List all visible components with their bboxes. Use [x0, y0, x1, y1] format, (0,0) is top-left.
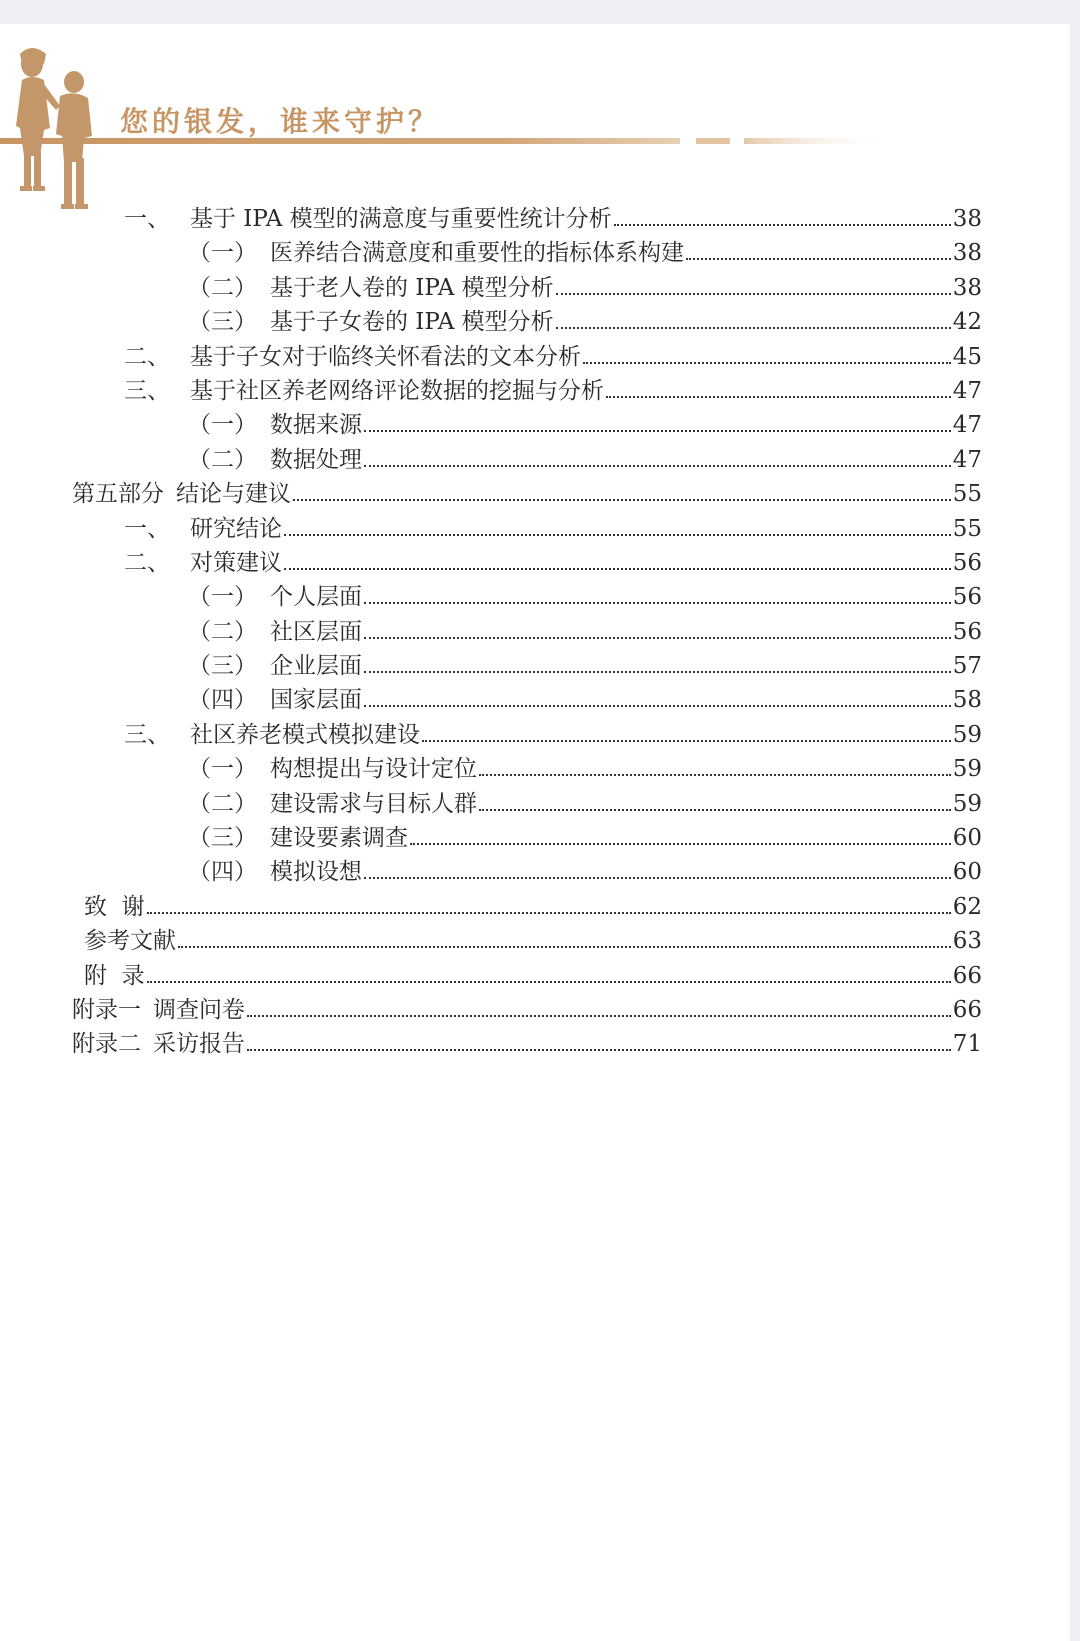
toc-entry-title: 采访报告 — [153, 1031, 245, 1058]
toc-entry-number: 第五部分 — [72, 481, 164, 508]
toc-entry-page: 38 — [952, 206, 982, 232]
toc-entry-page: 47 — [952, 446, 982, 473]
toc-entry-title: 致 谢 — [84, 893, 145, 920]
toc-entry[interactable] — [72, 338, 982, 372]
toc-entry-page: 47 — [952, 412, 982, 439]
toc-entry-page: 56 — [952, 549, 982, 576]
toc-entry-number: （四） — [188, 859, 257, 886]
toc-entry-title: 结论与建议 — [176, 481, 291, 508]
toc-entry-page: 38 — [952, 240, 982, 267]
toc-entry[interactable] — [72, 716, 982, 750]
toc-entry-number: （三） — [188, 653, 257, 680]
toc-dot-leader — [178, 946, 951, 948]
toc-entry[interactable] — [72, 510, 982, 544]
toc-entry-chapter[interactable] — [72, 991, 982, 1025]
toc-entry-page: 63 — [952, 928, 982, 955]
toc-entry-page: 71 — [952, 1031, 982, 1058]
toc-entry-chapter[interactable] — [72, 922, 982, 956]
toc-entry-number: 三、 — [124, 377, 170, 404]
table-of-contents — [72, 200, 982, 1060]
toc-entry[interactable] — [72, 681, 982, 715]
toc-entry[interactable] — [72, 819, 982, 853]
toc-entry-number: （一） — [188, 240, 257, 267]
toc-entry[interactable] — [72, 613, 982, 647]
toc-entry-number: （一） — [188, 412, 257, 439]
toc-entry[interactable] — [72, 544, 982, 578]
toc-dot-leader — [364, 465, 951, 467]
toc-entry-title: 研究结论 — [190, 515, 282, 542]
toc-dot-leader — [606, 396, 951, 398]
toc-entry[interactable] — [72, 303, 982, 337]
elderly-couple-silhouette-icon — [16, 48, 92, 209]
toc-dot-leader — [686, 258, 951, 260]
toc-dot-leader — [614, 224, 951, 226]
toc-entry[interactable] — [72, 372, 982, 406]
toc-entry-number: （三） — [188, 825, 257, 852]
toc-entry-title: 数据来源 — [270, 412, 362, 439]
toc-entry-number: （二） — [188, 446, 257, 473]
toc-entry-title: 附 录 — [84, 962, 145, 989]
toc-dot-leader — [479, 774, 951, 776]
toc-entry-page: 66 — [952, 962, 982, 989]
toc-entry-title: 社区养老模式模拟建设 — [190, 721, 420, 748]
toc-entry[interactable] — [72, 269, 982, 303]
toc-entry-title: 基于子女卷的 IPA 模型分析 — [270, 309, 554, 336]
toc-dot-leader — [284, 568, 951, 570]
toc-entry-number: 附录二 — [72, 1031, 141, 1058]
toc-entry-number: （四） — [188, 687, 257, 714]
toc-entry-number: （二） — [188, 274, 257, 301]
toc-entry-page: 60 — [952, 859, 982, 886]
toc-entry-page: 56 — [952, 584, 982, 611]
toc-entry-page: 55 — [952, 515, 982, 542]
toc-dot-leader — [284, 534, 951, 536]
toc-entry-page: 60 — [952, 825, 982, 852]
toc-dot-leader — [364, 430, 951, 432]
toc-entry-chapter[interactable] — [72, 888, 982, 922]
toc-entry[interactable] — [72, 234, 982, 268]
toc-entry[interactable] — [72, 647, 982, 681]
toc-entry-page: 59 — [952, 721, 982, 748]
toc-entry-number: （二） — [188, 618, 257, 645]
toc-entry[interactable] — [72, 785, 982, 819]
toc-dot-leader — [364, 705, 951, 707]
toc-dot-leader — [364, 602, 951, 604]
toc-entry-page: 57 — [952, 653, 982, 680]
toc-entry-number: 一、 — [124, 515, 170, 542]
toc-dot-leader — [147, 981, 951, 983]
toc-entry-page: 58 — [952, 687, 982, 714]
toc-entry-number: （一） — [188, 756, 257, 783]
toc-entry-page: 38 — [952, 274, 982, 301]
toc-entry-title: 参考文献 — [84, 928, 176, 955]
toc-entry-title: 基于社区养老网络评论数据的挖掘与分析 — [190, 377, 604, 404]
toc-entry-chapter[interactable] — [72, 957, 982, 991]
toc-entry-page: 66 — [952, 996, 982, 1023]
toc-entry-title: 医养结合满意度和重要性的指标体系构建 — [270, 240, 684, 267]
toc-entry-page: 59 — [952, 790, 982, 817]
toc-entry-number: （二） — [188, 790, 257, 817]
toc-dot-leader — [293, 499, 951, 501]
toc-dot-leader — [364, 877, 951, 879]
toc-dot-leader — [556, 327, 951, 329]
header-title: 您的银发，谁来守护？ — [120, 105, 441, 138]
toc-entry-page: 55 — [952, 481, 982, 508]
toc-dot-leader — [364, 637, 951, 639]
toc-entry-title: 构想提出与设计定位 — [270, 756, 477, 783]
document-page — [0, 24, 1070, 1641]
toc-entry-title: 对策建议 — [190, 549, 282, 576]
toc-entry-page: 56 — [952, 618, 982, 645]
toc-entry-page: 45 — [952, 343, 982, 370]
toc-dot-leader — [147, 912, 951, 914]
toc-entry-title: 数据处理 — [270, 446, 362, 473]
toc-entry-number: 二、 — [124, 549, 170, 576]
toc-entry-title: 建设要素调查 — [270, 825, 408, 852]
toc-entry[interactable] — [72, 578, 982, 612]
toc-entry-number: 一、 — [124, 206, 170, 232]
toc-entry-number: （一） — [188, 584, 257, 611]
toc-dot-leader — [479, 809, 951, 811]
toc-entry-page: 62 — [952, 893, 982, 920]
toc-dot-leader — [583, 362, 951, 364]
toc-entry-number: 二、 — [124, 343, 170, 370]
toc-dot-leader — [364, 671, 951, 673]
toc-entry-title: 基于子女对于临终关怀看法的文本分析 — [190, 343, 581, 370]
page-header — [0, 24, 1070, 214]
toc-entry-title: 基于老人卷的 IPA 模型分析 — [270, 274, 554, 301]
toc-entry[interactable] — [72, 200, 982, 234]
toc-entry-title: 模拟设想 — [270, 859, 362, 886]
toc-dot-leader — [247, 1015, 951, 1017]
toc-entry-page: 42 — [952, 309, 982, 336]
toc-dot-leader — [422, 740, 951, 742]
toc-entry[interactable] — [72, 441, 982, 475]
toc-entry-title: 个人层面 — [270, 584, 362, 611]
toc-entry-title: 建设需求与目标人群 — [270, 790, 477, 817]
toc-entry[interactable] — [72, 750, 982, 784]
toc-entry-page: 47 — [952, 377, 982, 404]
toc-entry-chapter[interactable] — [72, 475, 982, 509]
toc-entry-number: 附录一 — [72, 996, 141, 1023]
toc-entry-title: 调查问卷 — [153, 996, 245, 1023]
toc-dot-leader — [247, 1049, 951, 1051]
toc-entry[interactable] — [72, 853, 982, 887]
header-rule-segment — [696, 138, 730, 144]
toc-entry-title: 国家层面 — [270, 687, 362, 714]
toc-dot-leader — [410, 843, 951, 845]
toc-dot-leader — [556, 293, 951, 295]
toc-entry-number: （三） — [188, 309, 257, 336]
header-rule-fade — [744, 138, 894, 144]
toc-entry[interactable] — [72, 406, 982, 440]
toc-entry-number: 三、 — [124, 721, 170, 748]
toc-entry-chapter[interactable] — [72, 1025, 982, 1059]
toc-entry-title: 社区层面 — [270, 618, 362, 645]
toc-entry-title: 基于 IPA 模型的满意度与重要性统计分析 — [190, 206, 612, 232]
toc-entry-page: 59 — [952, 756, 982, 783]
toc-entry-title: 企业层面 — [270, 653, 362, 680]
